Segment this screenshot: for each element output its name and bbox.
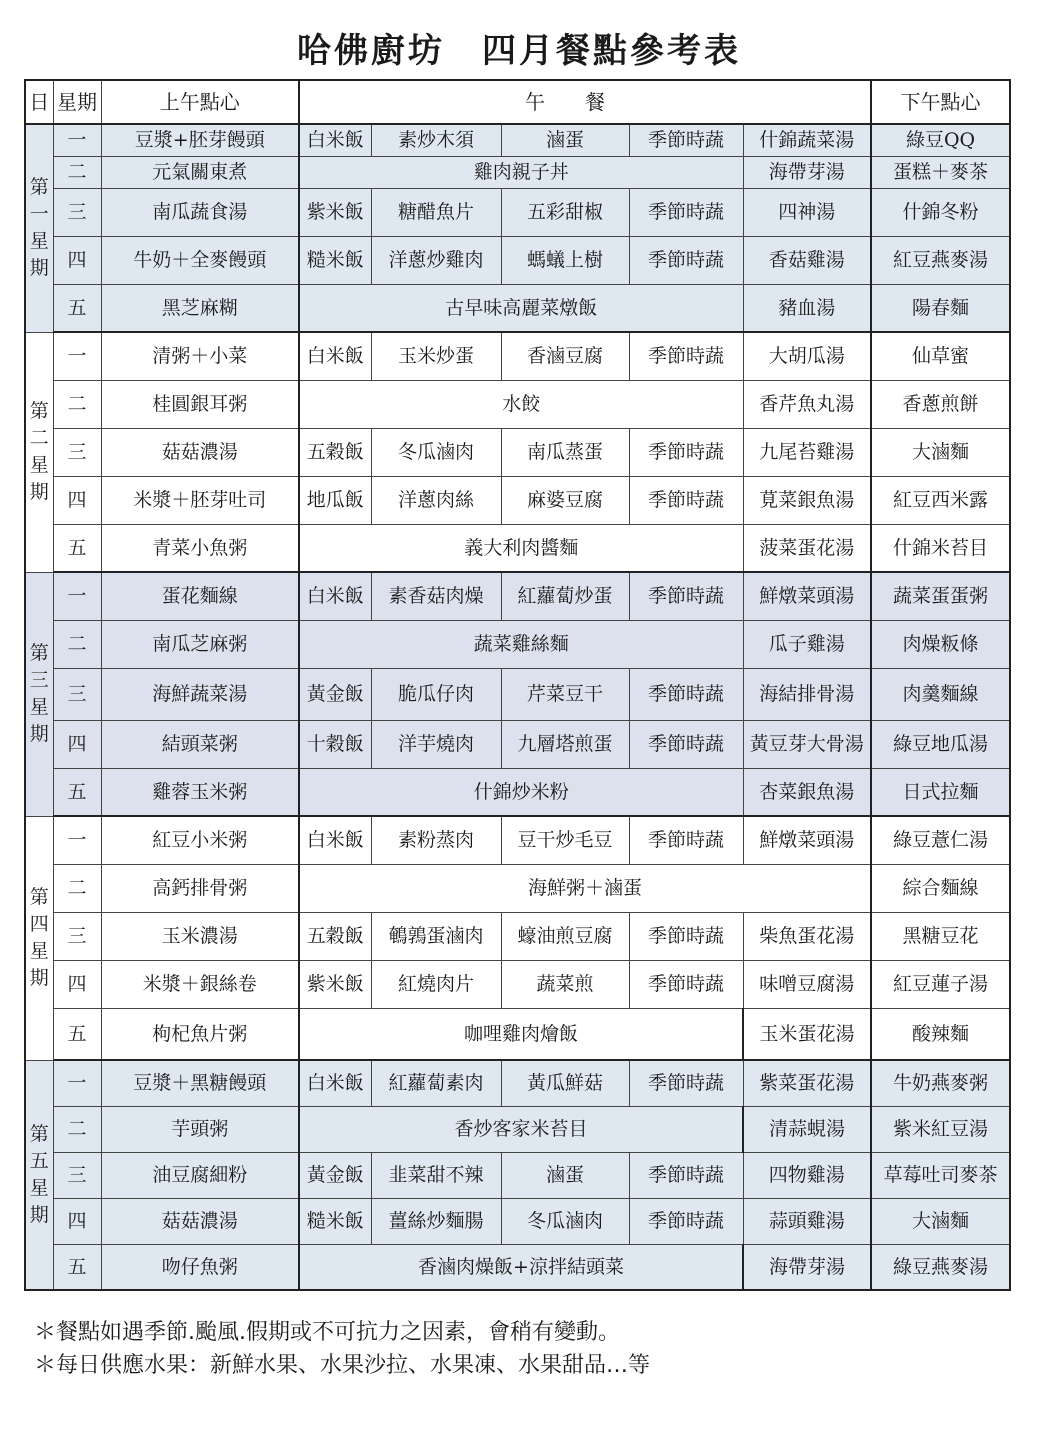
weekday-cell: 二 bbox=[53, 156, 101, 188]
notes bbox=[34, 1316, 650, 1382]
lunch-combined-cell: 香炒客家米苔目 bbox=[299, 1106, 743, 1152]
table-row bbox=[25, 668, 1010, 720]
table-row bbox=[25, 1198, 1010, 1244]
pm-snack-cell: 綠豆QQ bbox=[871, 124, 1010, 156]
lunch-item-cell: 洋芋燒肉 bbox=[371, 720, 501, 768]
soup-cell: 香菇雞湯 bbox=[743, 236, 871, 284]
am-snack-cell: 菇菇濃湯 bbox=[101, 1198, 299, 1244]
pm-snack-cell: 紅豆蓮子湯 bbox=[871, 960, 1010, 1008]
table-row bbox=[25, 960, 1010, 1008]
weekday-cell: 五 bbox=[53, 524, 101, 572]
soup-cell: 蒜頭雞湯 bbox=[743, 1198, 871, 1244]
table-row bbox=[25, 768, 1010, 816]
table-row bbox=[25, 912, 1010, 960]
table-row bbox=[25, 476, 1010, 524]
table-row bbox=[25, 1244, 1010, 1290]
lunch-item-cell: 冬瓜滷肉 bbox=[501, 1198, 629, 1244]
table-row bbox=[25, 236, 1010, 284]
soup-cell: 鮮燉菜頭湯 bbox=[743, 572, 871, 620]
pm-snack-cell: 紅豆西米露 bbox=[871, 476, 1010, 524]
week-label-char: 期 bbox=[29, 723, 49, 745]
weekday-cell: 四 bbox=[53, 1198, 101, 1244]
am-snack-cell: 海鮮蔬菜湯 bbox=[101, 668, 299, 720]
lunch-combined-cell: 咖哩雞肉燴飯 bbox=[299, 1008, 743, 1060]
lunch-item-cell: 白米飯 bbox=[299, 124, 371, 156]
lunch-item-cell: 洋蔥肉絲 bbox=[371, 476, 501, 524]
week-label-char: 第 bbox=[29, 176, 49, 199]
lunch-item-cell: 脆瓜仔肉 bbox=[371, 668, 501, 720]
weekday-cell: 三 bbox=[53, 912, 101, 960]
weekday-cell: 一 bbox=[53, 816, 101, 864]
am-snack-cell: 青菜小魚粥 bbox=[101, 524, 299, 572]
am-snack-cell: 玉米濃湯 bbox=[101, 912, 299, 960]
weekday-cell: 五 bbox=[53, 1008, 101, 1060]
lunch-item-cell: 季節時蔬 bbox=[629, 1152, 743, 1198]
pm-snack-cell: 日式拉麵 bbox=[871, 768, 1010, 816]
lunch-item-cell: 黃瓜鮮菇 bbox=[501, 1060, 629, 1106]
weekday-cell: 三 bbox=[53, 668, 101, 720]
am-snack-cell: 豆漿+胚芽饅頭 bbox=[101, 124, 299, 156]
lunch-item-cell: 紅燒肉片 bbox=[371, 960, 501, 1008]
lunch-item-cell: 豆干炒毛豆 bbox=[501, 816, 629, 864]
pm-snack-cell: 蔬菜蛋蛋粥 bbox=[871, 572, 1010, 620]
am-snack-cell: 豆漿＋黑糖饅頭 bbox=[101, 1060, 299, 1106]
weekday-cell: 一 bbox=[53, 1060, 101, 1106]
pm-snack-cell: 什錦米苔目 bbox=[871, 524, 1010, 572]
soup-cell: 莧菜銀魚湯 bbox=[743, 476, 871, 524]
am-snack-cell: 吻仔魚粥 bbox=[101, 1244, 299, 1290]
week-label-char: 期 bbox=[29, 257, 49, 280]
soup-cell: 四神湯 bbox=[743, 188, 871, 236]
weekday-cell: 三 bbox=[53, 1152, 101, 1198]
lunch-item-cell: 滷蛋 bbox=[501, 1152, 629, 1198]
lunch-item-cell: 黃金飯 bbox=[299, 1152, 371, 1198]
lunch-item-cell: 季節時蔬 bbox=[629, 1198, 743, 1244]
note-line: ＊餐點如遇季節.颱風.假期或不可抗力之因素，會稍有變動。 bbox=[34, 1320, 620, 1345]
menu-body bbox=[25, 124, 1010, 1290]
lunch-item-cell: 薑絲炒麵腸 bbox=[371, 1198, 501, 1244]
lunch-item-cell: 紫米飯 bbox=[299, 188, 371, 236]
week-label-char: 期 bbox=[29, 481, 49, 503]
lunch-item-cell: 季節時蔬 bbox=[629, 572, 743, 620]
weekday-cell: 三 bbox=[53, 188, 101, 236]
soup-cell: 清蒜蜆湯 bbox=[743, 1106, 871, 1152]
lunch-item-cell: 季節時蔬 bbox=[629, 960, 743, 1008]
lunch-combined-cell: 蔬菜雞絲麵 bbox=[299, 620, 743, 668]
week-label-char: 二 bbox=[29, 427, 49, 449]
lunch-item-cell: 芹菜豆干 bbox=[501, 668, 629, 720]
week-label-char: 三 bbox=[29, 669, 49, 691]
table-row bbox=[25, 524, 1010, 572]
weekday-cell: 四 bbox=[53, 476, 101, 524]
lunch-item-cell: 白米飯 bbox=[299, 816, 371, 864]
weekday-cell: 一 bbox=[53, 572, 101, 620]
lunch-item-cell: 地瓜飯 bbox=[299, 476, 371, 524]
lunch-combined-cell: 香滷肉燥飯+涼拌結頭菜 bbox=[299, 1244, 743, 1290]
week-label bbox=[25, 572, 53, 816]
am-snack-cell: 南瓜蔬食湯 bbox=[101, 188, 299, 236]
weekday-cell: 二 bbox=[53, 1106, 101, 1152]
soup-cell: 菠菜蛋花湯 bbox=[743, 524, 871, 572]
lunch-item-cell: 白米飯 bbox=[299, 1060, 371, 1106]
header-lunch: 午餐 bbox=[299, 80, 871, 124]
pm-snack-cell: 黑糖豆花 bbox=[871, 912, 1010, 960]
lunch-item-cell: 洋蔥炒雞肉 bbox=[371, 236, 501, 284]
week-label-char: 星 bbox=[29, 230, 49, 253]
lunch-item-cell: 蔬菜煎 bbox=[501, 960, 629, 1008]
lunch-item-cell: 紫米飯 bbox=[299, 960, 371, 1008]
week-label-char: 星 bbox=[29, 454, 49, 476]
am-snack-cell: 米漿＋胚芽吐司 bbox=[101, 476, 299, 524]
lunch-item-cell: 季節時蔬 bbox=[629, 720, 743, 768]
am-snack-cell: 米漿＋銀絲卷 bbox=[101, 960, 299, 1008]
lunch-item-cell: 糙米飯 bbox=[299, 236, 371, 284]
table-row bbox=[25, 720, 1010, 768]
pm-snack-cell: 蛋糕＋麥茶 bbox=[871, 156, 1010, 188]
lunch-combined-cell: 水餃 bbox=[299, 380, 743, 428]
weekday-cell: 二 bbox=[53, 864, 101, 912]
am-snack-cell: 油豆腐細粉 bbox=[101, 1152, 299, 1198]
lunch-item-cell: 素炒木須 bbox=[371, 124, 501, 156]
weekday-cell: 四 bbox=[53, 960, 101, 1008]
header-day: 日 bbox=[25, 80, 53, 124]
lunch-item-cell: 季節時蔬 bbox=[629, 188, 743, 236]
soup-cell: 四物雞湯 bbox=[743, 1152, 871, 1198]
week-label bbox=[25, 1060, 53, 1290]
pm-snack-cell: 香蔥煎餅 bbox=[871, 380, 1010, 428]
table-row bbox=[25, 1060, 1010, 1106]
lunch-item-cell: 季節時蔬 bbox=[629, 668, 743, 720]
week-label bbox=[25, 816, 53, 1060]
lunch-item-cell: 季節時蔬 bbox=[629, 124, 743, 156]
pm-snack-cell: 紅豆燕麥湯 bbox=[871, 236, 1010, 284]
am-snack-cell: 結頭菜粥 bbox=[101, 720, 299, 768]
table-row bbox=[25, 284, 1010, 332]
pm-snack-cell: 綠豆地瓜湯 bbox=[871, 720, 1010, 768]
am-snack-cell: 高鈣排骨粥 bbox=[101, 864, 299, 912]
lunch-item-cell: 季節時蔬 bbox=[629, 476, 743, 524]
lunch-combined-cell: 什錦炒米粉 bbox=[299, 768, 743, 816]
am-snack-cell: 紅豆小米粥 bbox=[101, 816, 299, 864]
pm-snack-cell: 肉燥粄條 bbox=[871, 620, 1010, 668]
am-snack-cell: 雞蓉玉米粥 bbox=[101, 768, 299, 816]
weekday-cell: 一 bbox=[53, 124, 101, 156]
table-row bbox=[25, 1152, 1010, 1198]
week-label-char: 期 bbox=[29, 1203, 49, 1226]
table-row bbox=[25, 332, 1010, 380]
page-title: 哈佛廚坊 四月餐點參考表 bbox=[297, 31, 741, 71]
lunch-combined-cell: 古早味高麗菜燉飯 bbox=[299, 284, 743, 332]
week-label-char: 星 bbox=[29, 940, 49, 962]
note-line: ＊每日供應水果：新鮮水果、水果沙拉、水果凍、水果甜品…等 bbox=[34, 1353, 651, 1378]
lunch-item-cell: 玉米炒蛋 bbox=[371, 332, 501, 380]
am-snack-cell: 元氣關東煮 bbox=[101, 156, 299, 188]
weekday-cell: 五 bbox=[53, 1244, 101, 1290]
table-row bbox=[25, 572, 1010, 620]
table-row bbox=[25, 864, 1010, 912]
soup-cell: 大胡瓜湯 bbox=[743, 332, 871, 380]
soup-cell: 黃豆芽大骨湯 bbox=[743, 720, 871, 768]
pm-snack-cell: 紫米紅豆湯 bbox=[871, 1106, 1010, 1152]
lunch-item-cell: 五穀飯 bbox=[299, 912, 371, 960]
lunch-item-cell: 季節時蔬 bbox=[629, 332, 743, 380]
pm-snack-cell: 大滷麵 bbox=[871, 428, 1010, 476]
pm-snack-cell: 綜合麵線 bbox=[871, 864, 1010, 912]
week-label-char: 第 bbox=[29, 886, 49, 908]
weekday-cell: 二 bbox=[53, 380, 101, 428]
week-label-char: 五 bbox=[29, 1149, 49, 1172]
am-snack-cell: 枸杞魚片粥 bbox=[101, 1008, 299, 1060]
weekday-cell: 四 bbox=[53, 236, 101, 284]
lunch-item-cell: 季節時蔬 bbox=[629, 236, 743, 284]
soup-cell: 香芹魚丸湯 bbox=[743, 380, 871, 428]
header-weekday: 星期 bbox=[53, 80, 101, 124]
weekday-cell: 四 bbox=[53, 720, 101, 768]
table-row bbox=[25, 816, 1010, 864]
lunch-combined-cell: 義大利肉醬麵 bbox=[299, 524, 743, 572]
lunch-item-cell: 冬瓜滷肉 bbox=[371, 428, 501, 476]
weekday-cell: 五 bbox=[53, 284, 101, 332]
soup-cell: 什錦蔬菜湯 bbox=[743, 124, 871, 156]
menu-table bbox=[24, 79, 1011, 1291]
lunch-item-cell: 五彩甜椒 bbox=[501, 188, 629, 236]
week-label-char: 第 bbox=[29, 400, 49, 422]
lunch-item-cell: 韭菜甜不辣 bbox=[371, 1152, 501, 1198]
am-snack-cell: 菇菇濃湯 bbox=[101, 428, 299, 476]
header-am-snack: 上午點心 bbox=[101, 80, 299, 124]
am-snack-cell: 黑芝麻糊 bbox=[101, 284, 299, 332]
table-row bbox=[25, 1008, 1010, 1060]
lunch-item-cell: 紅蘿蔔炒蛋 bbox=[501, 572, 629, 620]
pm-snack-cell: 酸辣麵 bbox=[871, 1008, 1010, 1060]
table-row bbox=[25, 620, 1010, 668]
week-label-char: 四 bbox=[29, 913, 49, 935]
week-label-char: 期 bbox=[29, 967, 49, 989]
lunch-item-cell: 鵪鶉蛋滷肉 bbox=[371, 912, 501, 960]
soup-cell: 九尾苔雞湯 bbox=[743, 428, 871, 476]
am-snack-cell: 蛋花麵線 bbox=[101, 572, 299, 620]
soup-cell: 味噌豆腐湯 bbox=[743, 960, 871, 1008]
am-snack-cell: 芋頭粥 bbox=[101, 1106, 299, 1152]
lunch-item-cell: 季節時蔬 bbox=[629, 428, 743, 476]
lunch-item-cell: 黃金飯 bbox=[299, 668, 371, 720]
lunch-item-cell: 糖醋魚片 bbox=[371, 188, 501, 236]
lunch-item-cell: 九層塔煎蛋 bbox=[501, 720, 629, 768]
pm-snack-cell: 肉羹麵線 bbox=[871, 668, 1010, 720]
week-label bbox=[25, 332, 53, 572]
pm-snack-cell: 仙草蜜 bbox=[871, 332, 1010, 380]
lunch-item-cell: 白米飯 bbox=[299, 572, 371, 620]
table-row bbox=[25, 188, 1010, 236]
weekday-cell: 二 bbox=[53, 620, 101, 668]
pm-snack-cell: 綠豆燕麥湯 bbox=[871, 1244, 1010, 1290]
soup-cell: 柴魚蛋花湯 bbox=[743, 912, 871, 960]
am-snack-cell: 牛奶＋全麥饅頭 bbox=[101, 236, 299, 284]
table-row bbox=[25, 156, 1010, 188]
week-label-char: 第 bbox=[29, 642, 49, 664]
table-row bbox=[25, 1106, 1010, 1152]
week-label-char: 第 bbox=[29, 1122, 49, 1145]
lunch-item-cell: 季節時蔬 bbox=[629, 912, 743, 960]
soup-cell: 鮮燉菜頭湯 bbox=[743, 816, 871, 864]
pm-snack-cell: 牛奶燕麥粥 bbox=[871, 1060, 1010, 1106]
week-label-char: 星 bbox=[29, 696, 49, 718]
pm-snack-cell: 大滷麵 bbox=[871, 1198, 1010, 1244]
table-row bbox=[25, 124, 1010, 156]
soup-cell: 杏菜銀魚湯 bbox=[743, 768, 871, 816]
am-snack-cell: 南瓜芝麻粥 bbox=[101, 620, 299, 668]
lunch-item-cell: 季節時蔬 bbox=[629, 816, 743, 864]
lunch-item-cell: 五穀飯 bbox=[299, 428, 371, 476]
am-snack-cell: 清粥＋小菜 bbox=[101, 332, 299, 380]
lunch-item-cell: 白米飯 bbox=[299, 332, 371, 380]
lunch-item-cell: 紅蘿蔔素肉 bbox=[371, 1060, 501, 1106]
pm-snack-cell: 什錦冬粉 bbox=[871, 188, 1010, 236]
soup-cell: 海帶芽湯 bbox=[743, 1244, 871, 1290]
lunch-item-cell: 素粉蒸肉 bbox=[371, 816, 501, 864]
lunch-item-cell: 糙米飯 bbox=[299, 1198, 371, 1244]
lunch-combined-cell: 海鮮粥＋滷蛋 bbox=[299, 864, 871, 912]
lunch-item-cell: 季節時蔬 bbox=[629, 1060, 743, 1106]
soup-cell: 豬血湯 bbox=[743, 284, 871, 332]
pm-snack-cell: 草莓吐司麥茶 bbox=[871, 1152, 1010, 1198]
soup-cell: 玉米蛋花湯 bbox=[743, 1008, 871, 1060]
lunch-combined-cell: 雞肉親子丼 bbox=[299, 156, 743, 188]
weekday-cell: 一 bbox=[53, 332, 101, 380]
lunch-item-cell: 麻婆豆腐 bbox=[501, 476, 629, 524]
lunch-item-cell: 香滷豆腐 bbox=[501, 332, 629, 380]
table-row bbox=[25, 428, 1010, 476]
am-snack-cell: 桂圓銀耳粥 bbox=[101, 380, 299, 428]
header-pm-snack: 下午點心 bbox=[871, 80, 1010, 124]
weekday-cell: 三 bbox=[53, 428, 101, 476]
soup-cell: 海帶芽湯 bbox=[743, 156, 871, 188]
week-label-char: 一 bbox=[29, 203, 49, 226]
week-label-char: 星 bbox=[29, 1176, 49, 1199]
week-label bbox=[25, 124, 53, 332]
pm-snack-cell: 綠豆薏仁湯 bbox=[871, 816, 1010, 864]
soup-cell: 紫菜蛋花湯 bbox=[743, 1060, 871, 1106]
lunch-item-cell: 十穀飯 bbox=[299, 720, 371, 768]
soup-cell: 海結排骨湯 bbox=[743, 668, 871, 720]
lunch-item-cell: 南瓜蒸蛋 bbox=[501, 428, 629, 476]
table-row bbox=[25, 380, 1010, 428]
lunch-item-cell: 素香菇肉燥 bbox=[371, 572, 501, 620]
weekday-cell: 五 bbox=[53, 768, 101, 816]
lunch-item-cell: 滷蛋 bbox=[501, 124, 629, 156]
pm-snack-cell: 陽春麵 bbox=[871, 284, 1010, 332]
lunch-item-cell: 螞蟻上樹 bbox=[501, 236, 629, 284]
soup-cell: 瓜子雞湯 bbox=[743, 620, 871, 668]
lunch-item-cell: 蠔油煎豆腐 bbox=[501, 912, 629, 960]
